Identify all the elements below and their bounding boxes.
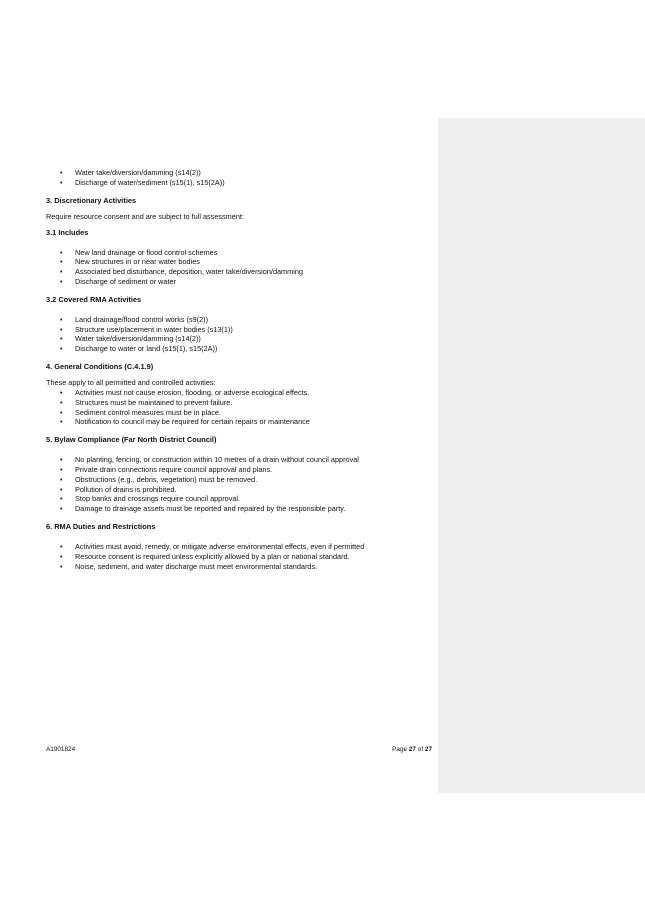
section-heading: 3.1 Includes [46,227,89,237]
document-id: A1901824 [46,746,76,753]
bullet-icon: • [60,247,63,257]
bullet-icon: • [60,464,63,474]
bullet-icon: • [60,314,63,324]
bullet-list [46,315,426,354]
bullet-icon: • [60,257,63,267]
list-item: • Damage to drainage assets must be reported and repaired by the responsible party. [60,504,346,514]
bullet-icon: • [60,324,63,334]
paragraph: Require resource consent and are subject to full assessment: [46,211,244,221]
section-heading: 5. Bylaw Compliance (Far North District Council) [46,435,217,445]
list-item: • Structure use/placement in water bodies (s13(1)) [60,324,233,334]
section-heading: 6. RMA Duties and Restrictions [46,521,156,531]
bullet-icon: • [60,561,63,571]
section-heading: 3.2 Covered RMA Activities [46,294,142,304]
bullet-icon: • [60,267,63,277]
list-item: • Structures must be maintained to prevent failure. [60,397,233,407]
bullet-icon: • [60,551,63,561]
bullet-list [46,542,426,571]
top-bullet-list [46,168,426,188]
bullet-icon: • [60,168,63,177]
section-heading: 3. Discretionary Activities [46,195,137,205]
list-item: • Resource consent is required unless explicitly allowed by a plan or national standard. [60,551,350,561]
list-item: • Water take/diversion/damming (s14(2)) [60,334,201,344]
list-item: • Activities must avoid, remedy, or mitigate adverse environmental effects, even if permitted [60,541,365,551]
list-item: • No planting, fencing, or construction within 10 metres of a drain without council approval [60,455,359,465]
bullet-icon: • [60,276,63,286]
list-item: • Pollution of drains is prohibited. [60,484,177,494]
bullet-icon: • [60,334,63,344]
list-item: • Discharge to water or land (s15(1), s15(2A)) [60,344,218,354]
list-item: • New structures in or near water bodies [60,257,200,267]
list-item: • Discharge of sediment or water [60,276,176,286]
comments-pane [438,118,645,793]
bullet-icon: • [60,417,63,427]
bullet-icon: • [60,484,63,494]
list-item: • Stop banks and crossings require council approval. [60,494,241,504]
section-heading: 4. General Conditions (C.4.1.9) [46,361,154,371]
list-item: • Private drain connections require council approval and plans. [60,464,273,474]
bullet-icon: • [60,407,63,417]
list-item: • New land drainage or flood control schemes [60,247,218,257]
bullet-icon: • [60,344,63,354]
list-item: • Sediment control measures must be in place. [60,407,222,417]
bullet-list [46,455,426,514]
bullet-list [46,248,426,287]
bullet-icon: • [60,494,63,504]
bullet-icon: • [60,474,63,484]
bullet-list [46,388,426,427]
bullet-icon: • [60,504,63,514]
list-item: • Land drainage/flood control works (s9(2)) [60,314,209,324]
bullet-icon: • [60,455,63,465]
document-body [46,168,426,571]
paragraph: These apply to all permitted and controlled activities: [46,377,216,387]
bullet-icon: • [60,541,63,551]
list-item: • Activities must not cause erosion, flooding, or adverse ecological effects. [60,387,310,397]
bullet-icon: • [60,177,63,187]
list-item: • Discharge of water/sediment (s15(1), s15(2A)) [60,177,225,187]
bullet-icon: • [60,397,63,407]
page-number: Page 27 of 27 [392,746,432,753]
list-item: • Notification to council may be required for certain repairs or maintenance [60,417,310,427]
list-item: • Associated bed disturbance, deposition, water take/diversion/damming [60,267,303,277]
list-item: • Noise, sediment, and water discharge must meet environmental standards. [60,561,318,571]
list-item: • Obstructions (e.g., debris, vegetation) must be removed. [60,474,258,484]
bullet-icon: • [60,387,63,397]
list-item: • Water take/diversion/damming (s14(2)) [60,168,201,177]
